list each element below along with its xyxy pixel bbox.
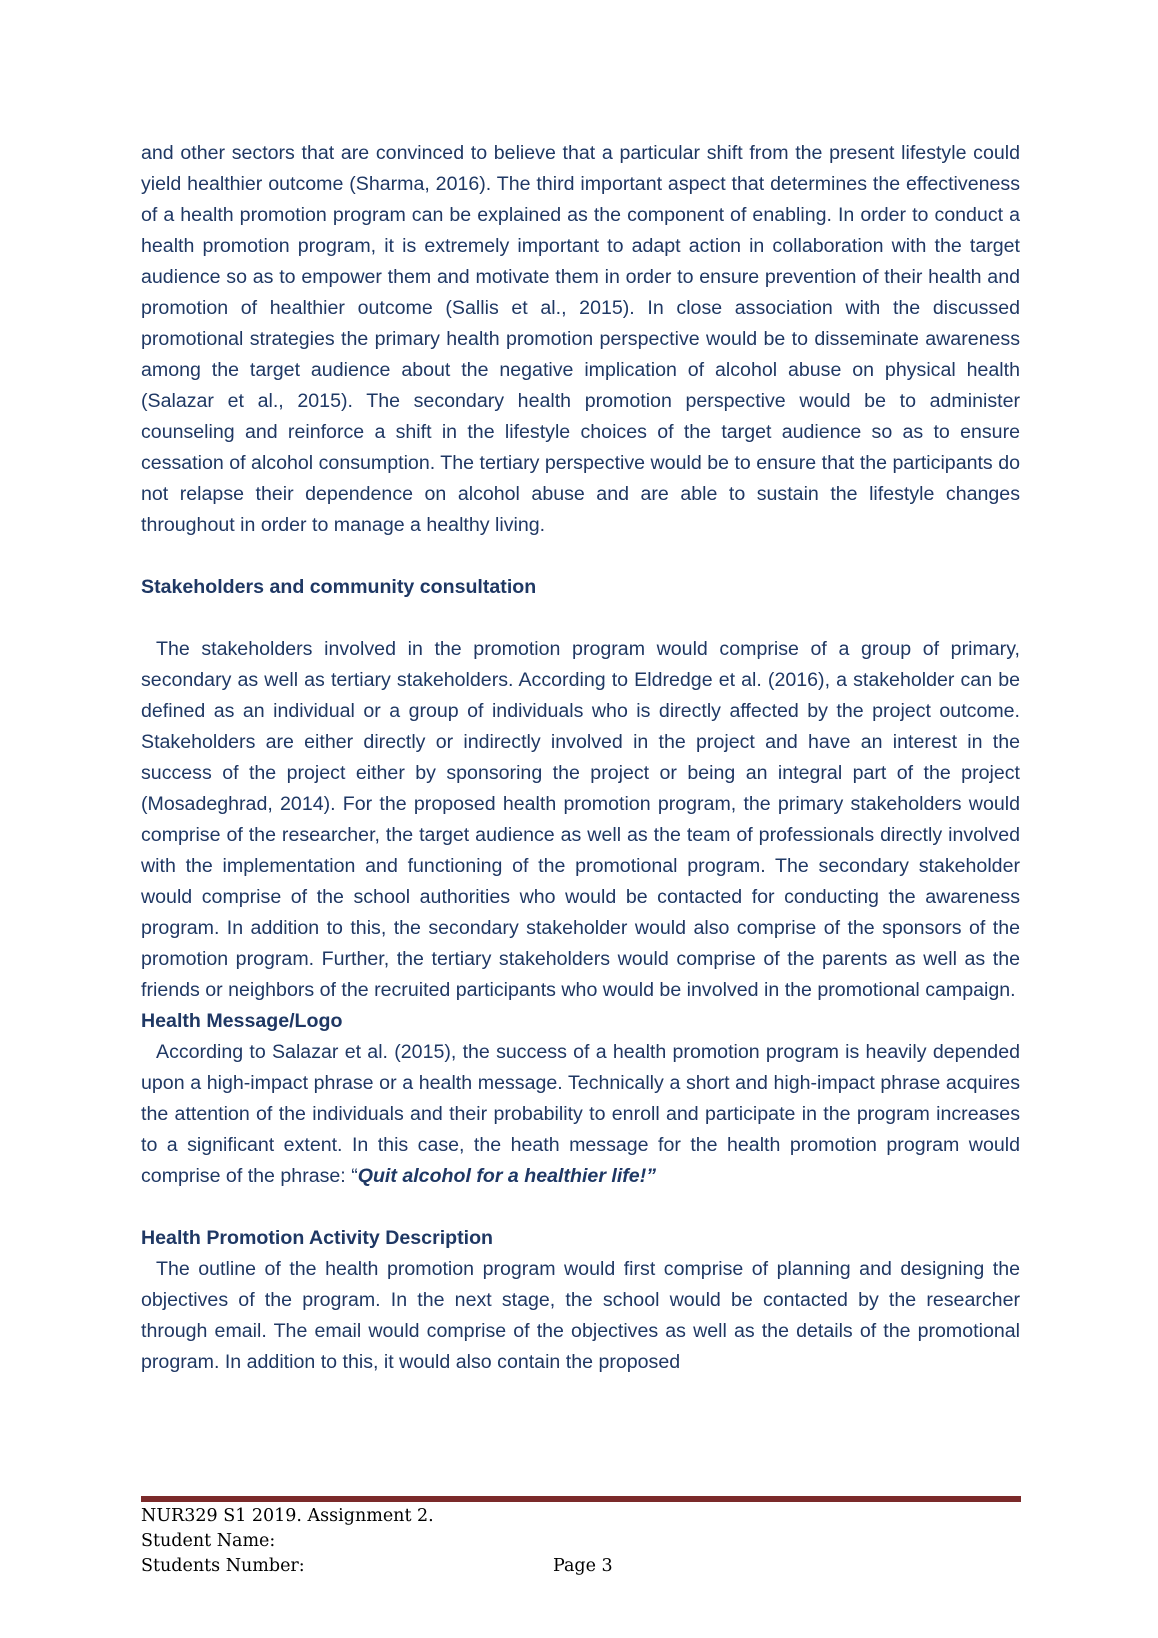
spacer [141,1192,1020,1223]
footer-course: NUR329 S1 2019. Assignment 2. [141,1506,434,1526]
stakeholders-paragraph: The stakeholders involved in the promotion program would comprise of a group of primary, secondary as well as tertiary stakeholders. According to Eldredge et al. (2016), a stakeholder can be defined as an individual or a group of individuals who is directly affected by the project outcome. Stakeholders are either directly or indirectly involved in the project and have an interest in the success of the project either by sponsoring the project or being an integral part of the project (Mosadeghrad, 2014). For the proposed health promotion program, the primary stakeholders would comprise of the researcher, the target audience as well as the team of professionals directly involved with the implementation and functioning of the promotional program. The secondary stakeholder would comprise of the school authorities who would be contacted for conducting the awareness program. In addition to this, the secondary stakeholder would also comprise of the sponsors of the promotion program. Further, the tertiary stakeholders would comprise of the parents as well as the friends or neighbors of the recruited participants who would be involved in the promotional campaign. [141,638,1020,1001]
spacer [141,603,1020,634]
stakeholders-heading: Stakeholders and community consultation [141,576,537,598]
page-footer [141,1504,1021,1579]
footer-student-name: Student Name: [141,1531,276,1551]
footer-student-number: Students Number: [141,1556,305,1576]
document-body [141,138,1020,1378]
health-message-text: According to Salazar et al. (2015), the success of a health promotion program is heavily depended upon a high-impact phrase or a health message. Technically a short and high-impact phrase acquires the attention of the individuals and their probability to enroll and participate in the program increases to a significant extent. In this case, the heath message for the health promotion program would comprise of the phrase: “ [141,1041,1020,1187]
footer-divider [141,1496,1021,1502]
health-message-heading: Health Message/Logo [141,1010,343,1032]
health-message-phrase: Quit alcohol for a healthier life!” [357,1165,657,1187]
activity-description-paragraph: The outline of the health promotion program would first comprise of planning and designing the objectives of the program. In the next stage, the school would be contacted by the researcher through email. The email would comprise of the objectives as well as the details of the promotional program. In addition to this, it would also contain the proposed [141,1258,1020,1373]
footer-page-number: Page 3 [553,1556,613,1576]
intro-paragraph: and other sectors that are convinced to believe that a particular shift from the present lifestyle could yield healthier outcome (Sharma, 2016). The third important aspect that determines the effectiveness of a health promotion program can be explained as the component of enabling. In order to conduct a health promotion program, it is extremely important to adapt action in collaboration with the target audience so as to empower them and motivate them in order to ensure prevention of their health and promotion of healthier outcome (Sallis et al., 2015). In close association with the discussed promotional strategies the primary health promotion perspective would be to disseminate awareness among the target audience about the negative implication of alcohol abuse on physical health (Salazar et al., 2015). The secondary health promotion perspective would be to administer counseling and reinforce a shift in the lifestyle choices of the target audience so as to ensure cessation of alcohol consumption. The tertiary perspective would be to ensure that the participants do not relapse their dependence on alcohol abuse and are able to sustain the lifestyle changes throughout in order to manage a healthy living. [141,142,1020,536]
activity-description-heading: Health Promotion Activity Description [141,1227,494,1249]
spacer [141,541,1020,572]
health-message-paragraph [141,1037,1020,1192]
